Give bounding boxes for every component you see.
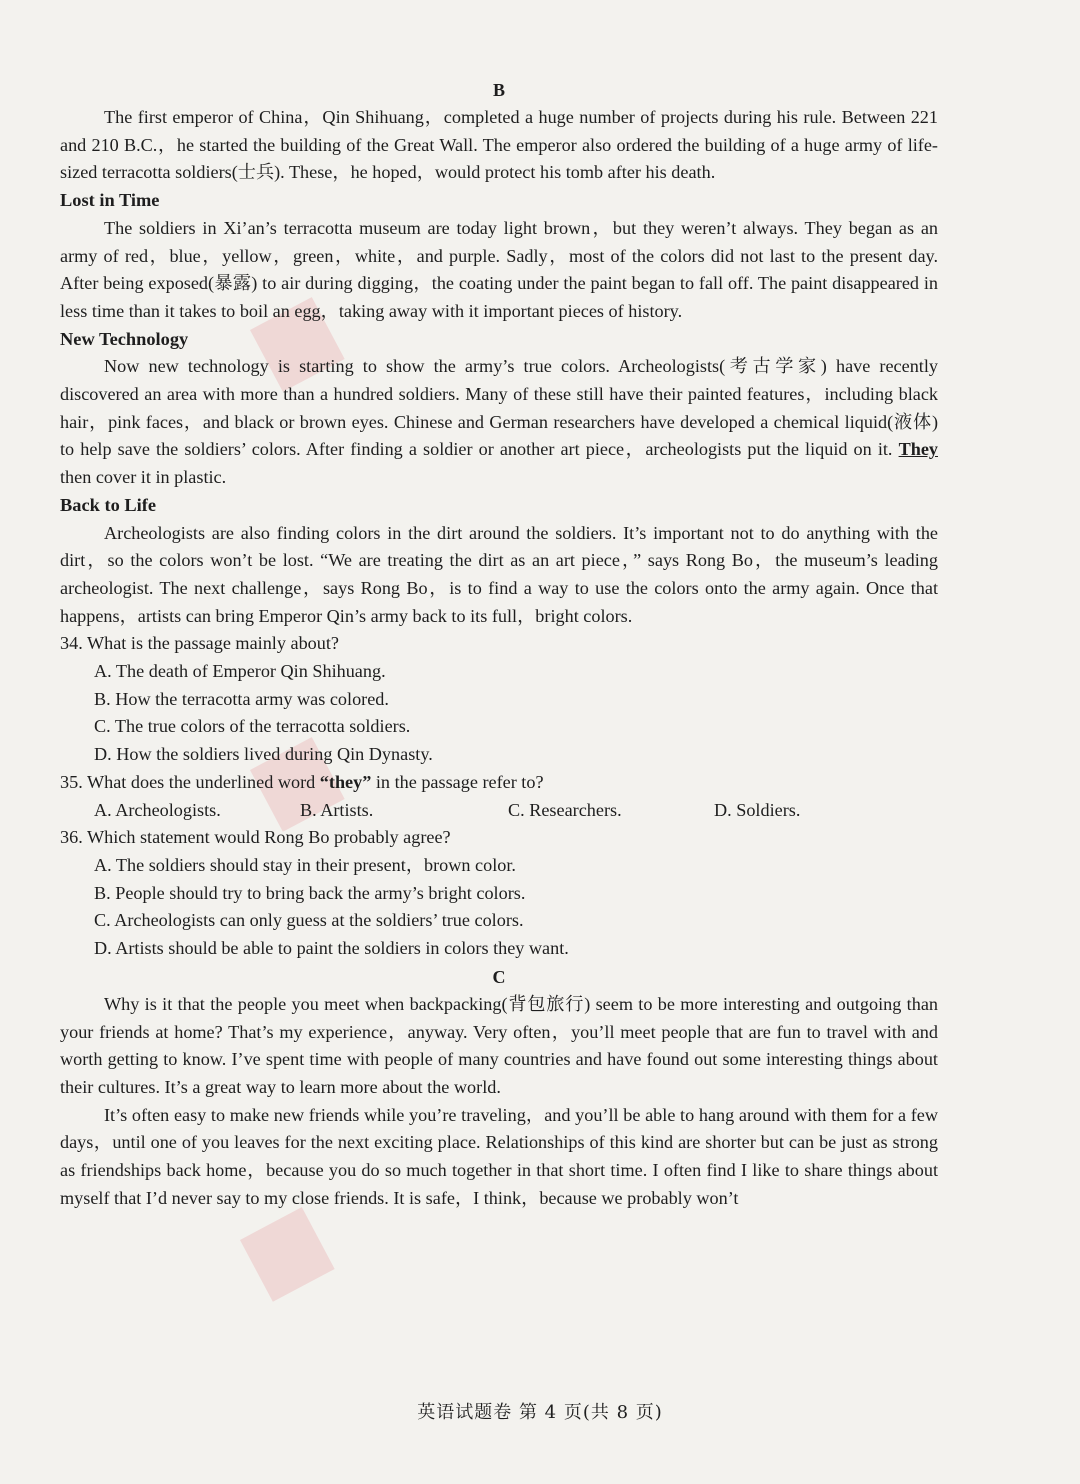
q35-option-b: B. Artists.: [300, 799, 374, 820]
q34-option-c: C. The true colors of the terracotta soldiers.: [94, 716, 411, 737]
question-36: 36. Which statement would Rong Bo probably agree?: [60, 827, 451, 848]
watermark-logo-icon: [240, 1207, 335, 1302]
q36-option-a: A. The soldiers should stay in their present，brown color.: [94, 854, 516, 875]
q34-option-d: D. How the soldiers lived during Qin Dynasty.: [94, 744, 433, 765]
q34-option-a: A. The death of Emperor Qin Shihuang.: [94, 661, 386, 682]
q35-option-d: D. Soldiers.: [714, 799, 801, 820]
section-b-para1: The soldiers in Xi’an’s terracotta museum are today light brown，but they weren’t always. They began as an army of red，blue，yellow，green，white，and purple. Sadly，most of the colors did not last to the present day. After being exposed(暴露) to air during digging，the coating under the paint began to fall off. The paint disappeared in less time than it takes to boil an egg，taking away with it important pieces of history.: [60, 217, 938, 321]
heading-new-technology: New Technology: [60, 328, 189, 349]
section-c-title: C: [492, 966, 506, 987]
page-footer: 英语试题卷 第 4 页(共 8 页): [417, 1402, 663, 1423]
para2-text-end: then cover it in plastic.: [60, 467, 227, 488]
question-34: 34. What is the passage mainly about?: [60, 633, 339, 654]
q35-option-a: A. Archeologists.: [94, 799, 221, 820]
section-b-title: B: [492, 80, 505, 100]
q35-stem-word: “they”: [319, 771, 372, 792]
q36-option-b: B. People should try to bring back the army’s bright colors.: [94, 882, 526, 903]
q35-stem: 35. What does the underlined word: [60, 771, 320, 792]
section-b-para2: [60, 353, 938, 492]
watermark: [240, 1202, 343, 1301]
q36-option-d: D. Artists should be able to paint the soldiers in colors they want.: [94, 938, 569, 959]
q36-option-c: C. Archeologists can only guess at the soldiers’ true colors.: [94, 910, 524, 931]
section-b-para3: Archeologists are also finding colors in the dirt around the soldiers. It’s important not to do anything with the dirt，so the colors won’t be lost. “We are treating the dirt as an art piece，” says Rong Bo，the museum’s leading archeologist. The next challenge，says Rong Bo，is to find a way to use the colors onto the army again. Once that happens，artists can bring Emperor Qin’s army back to its full，bright colors.: [60, 522, 938, 626]
q35-stem-end: in the passage refer to?: [371, 771, 544, 792]
section-c-para2: It’s often easy to make new friends while you’re traveling，and you’ll be able to hang around with them for a few days，until one of you leaves for the next exciting place. Relationships of this kind are shorter but can be just as strong as friendships back home，because you do so much together in that short time. I often find I like to share things about myself that I’d never say to my close friends. It is safe，I think，because we probably won’t: [60, 1104, 938, 1208]
underlined-word: They: [898, 439, 938, 460]
heading-back-to-life: Back to Life: [60, 494, 157, 515]
q34-option-b: B. How the terracotta army was colored.: [94, 688, 389, 709]
exam-page: [60, 76, 938, 1212]
q35-options: [94, 797, 938, 825]
question-35: [60, 769, 938, 797]
section-c-para1: Why is it that the people you meet when backpacking(背包旅行) seem to be more interesting and outgoing than your friends at home? That’s my experience，anyway. Very often，you’ll meet people that are fun to travel with and worth getting to know. I’ve spent time with people of many countries and have found out some interesting things about their cultures. It’s a great way to learn more about the world.: [60, 993, 938, 1097]
para2-text: Now new technology is starting to show the army’s true colors. Archeologists(考古学家) have recently discovered an area with more than a hundred soldiers. Many of these still have their painted features，including black hair，pink faces，and black or brown eyes. Chinese and German researchers have developed a chemical liquid(液体) to help save the soldiers’ colors. After finding a soldier or another art piece，archeologists put the liquid on it.: [60, 356, 939, 460]
q35-option-c: C. Researchers.: [508, 799, 622, 820]
section-b-intro: The first emperor of China，Qin Shihuang，completed a huge number of projects during his rule. Between 221 and 210 B.C.，he started the building of the Great Wall. The emperor also ordered the building of a huge army of life-sized terracotta soldiers(士兵). These，he hoped，would protect his tomb after his death.: [60, 107, 938, 183]
heading-lost-in-time: Lost in Time: [60, 190, 160, 211]
